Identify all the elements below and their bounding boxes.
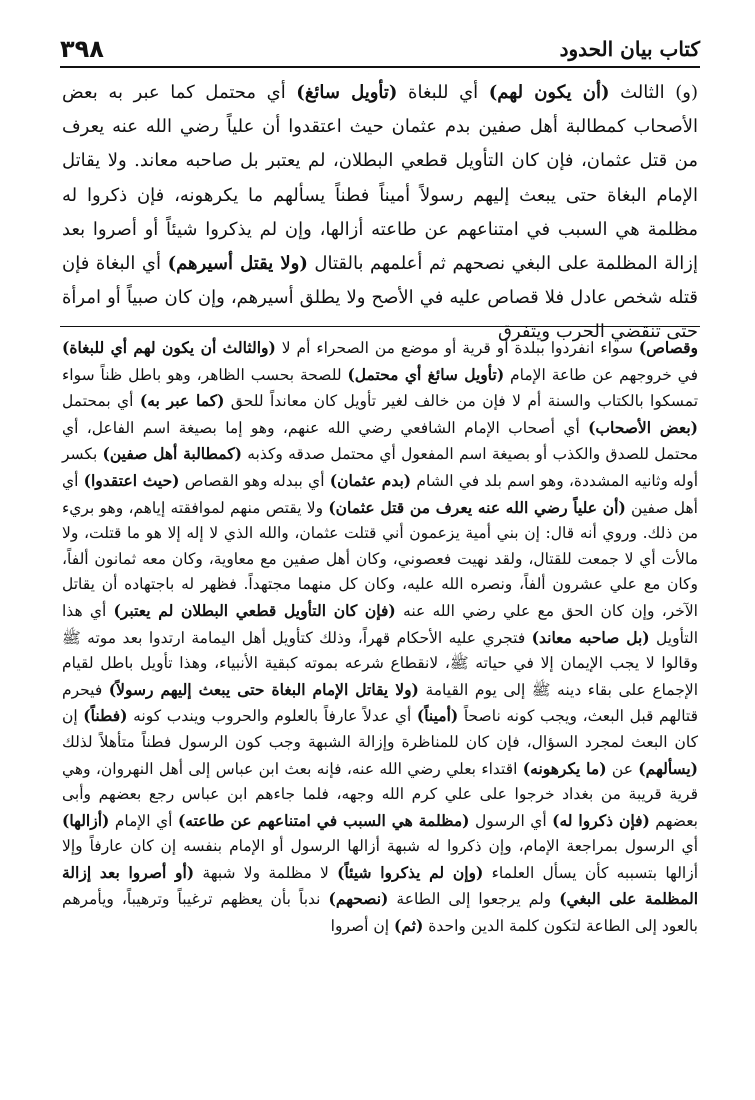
sharh-text-segment: أي أصحاب الإمام الشافعي رضي الله عنهم، وهو إما بصيغة اسم الفاعل، أي محتمل للصدق والكذب أو بصيغة اسم المفعول أي محتمل صدقه وكذبه bbox=[62, 418, 698, 464]
sharh-quote: (أميناً) bbox=[416, 706, 459, 726]
sharh-quote: (حيث اعتقدوا) bbox=[83, 470, 180, 490]
sharh-quote: (يسألهم) bbox=[638, 758, 699, 778]
sharh-quote: (كمطالبة أهل صفين) bbox=[102, 444, 242, 464]
sharh-text-segment: أي بمحتمل bbox=[62, 392, 140, 411]
sharh-text-segment: لا مظلمة ولا شبهة bbox=[194, 863, 338, 882]
sharh-text-segment: فتجري عليه الأحكام قهراً، وذلك كتأويل أهل اليمامة ارتدوا بعد موته ﷺ وقالوا لا يجب الإيمان إلا في حياته ﷺ، لانقطاع شرعه بموته كبقية الأنبياء، وهذا تأويل باطل لقيام الإجماع على بقاء دينه ﷺ إلى يوم القيامة bbox=[62, 628, 698, 699]
sharh-quote: (مظلمة هي السبب في امتناعهم عن طاعته) bbox=[177, 810, 470, 830]
sharh-quote: (بعض الأصحاب) bbox=[588, 417, 698, 437]
sharh-quote: (أن علياً رضي الله عنه يعرف من قتل عثمان) bbox=[328, 497, 626, 517]
sharh-text-segment: اقتداء بعلي رضي الله عنه، فإنه بعث ابن عباس إلى أهل النهروان، وهي قرية قريبة من بغداد خرجوا على علي كرم الله وجهه، فلما جاءهم ابن عباس رجع بعضهم وأبى بعضهم bbox=[62, 759, 698, 830]
sharh-quote: (ما يكرهونه) bbox=[522, 758, 607, 778]
sharh-text-segment: ولا يقتص منهم لموافقته إياهم، وهو بريء من ذلك. وروي أنه قال: إن بني أمية يزعمون أني قتلت عثمان، والله الذي لا إله إلا هو ما قتلت، ولا مالأت أي لا جمعت للقتال، ولقد نهيت فعصوني، وكان أهل صفين مع معاوية، وكان معه ثمانون ألفاً، وكان مع علي عشرون ألفاً، ونصره الله عليه، وكان كل منهما مجتهداً. فظهر له باجتهاده أن يقاتل الآخر، وإن كان الحق مع علي رضي الله عنه bbox=[62, 498, 698, 620]
matn-highlight: (تأويل سائغ) bbox=[296, 82, 398, 103]
sharh-quote: (فإن ذكروا له) bbox=[552, 810, 650, 830]
matn-text-segment: (و) الثالث bbox=[609, 82, 698, 103]
sharh-quote: (بل صاحبه معاند) bbox=[531, 627, 650, 647]
sharh-text-segment: فيحرم قتالهم قبل البعث، ويجب كونه ناصحاً bbox=[62, 680, 698, 726]
sharh-quote: وقصاص) bbox=[638, 338, 698, 357]
running-title: كتاب بيان الحدود bbox=[559, 37, 700, 61]
matn-text-segment: أي للبغاة bbox=[397, 82, 489, 103]
matn-text bbox=[62, 76, 698, 350]
sharh-commentary bbox=[62, 335, 698, 940]
sharh-text-segment: أي الإمام bbox=[109, 811, 178, 830]
sharh-text-segment: أي الرسول bbox=[469, 811, 553, 830]
sharh-text-segment: أي عدلاً عارفاً بالعلوم والحروب ويندب كونه bbox=[127, 707, 417, 726]
sharh-quote: (وإن لم يذكروا شيئاً) bbox=[337, 862, 484, 882]
sharh-quote: (تأويل سائغ أي محتمل) bbox=[347, 364, 505, 384]
sharh-text-segment: إن كان البعث لمجرد السؤال، فإن كان للمناظرة وإزالة الشبهة وجب كون الرسول فطناً متأهلاً لذلك bbox=[62, 707, 698, 751]
sharh-quote: (بدم عثمان) bbox=[329, 470, 412, 490]
sharh-quote: (أزالها) bbox=[62, 810, 110, 830]
sharh-text-segment: ندباً بأن يعظهم ترغيباً وترهيباً، ويأمرهم بالعود إلى الطاعة لتكون كلمة الدين واحدة bbox=[62, 890, 698, 936]
sharh-quote: (والثالث أن يكون لهم أي للبغاة) bbox=[62, 338, 276, 357]
matn-text-segment: أي البغاة فإن قتله شخص عادل فلا قصاص عليه في الأصح ولا يطلق أسيرهم، وإن كان صبياً أو امرأة حتى تنقضي الحرب ويتفرق bbox=[62, 253, 698, 343]
sharh-text-segment: أي الرسول بمراجعة الإمام، وإن ذكروا له شبهة أزالها الرسول أو الإمام بنفسه إن كان عارفاً وإلا أزالها بتسببه كأن يسأل العلماء bbox=[62, 837, 699, 882]
sharh-quote: (فإن كان التأويل قطعي البطلان لم يعتبر) bbox=[113, 600, 396, 620]
sharh-quote: (نصحهم) bbox=[328, 889, 389, 909]
sharh-text-segment: عن bbox=[606, 759, 639, 778]
sharh-quote: (ثم) bbox=[394, 916, 424, 936]
sharh-text-segment: بكسر أوله وثانيه المشددة، وهو اسم بلد في الشام bbox=[62, 445, 698, 490]
matn-text-segment: أي محتمل كما عبر به بعض الأصحاب كمطالبة أهل صفين بدم عثمان حيث اعتقدوا أن علياً رضي الله عنه يعرف من قتل عثمان، فإن كان التأويل قطعي البطلان، لم يعتبر بل صاحبه معاند. ولا يقاتل الإمام البغاة حتى يبعث إليهم رسولاً أميناً فطناً يسألهم ما يكرهونه، فإن ذكروا له مظلمة هي السبب في امتناعهم عن طاعته أزالها، وإن لم يذكروا شيئاً أو أصروا بعد إزالة المظلمة على البغي نصحهم ثم أعلمهم بالقتال bbox=[62, 82, 699, 275]
page-header bbox=[60, 34, 700, 68]
sharh-text-segment: أي هذا التأويل bbox=[62, 601, 699, 647]
matn-highlight: (ولا يقتل أسيرهم) bbox=[167, 253, 308, 275]
sharh-quote: (ولا يقاتل الإمام البغاة حتى يبعث إليهم رسولاً) bbox=[108, 679, 419, 699]
sharh-text-segment: في خروجهم عن طاعة الإمام bbox=[504, 365, 699, 384]
sharh-quote: (أو أصروا بعد إزالة المظلمة على البغي) bbox=[62, 862, 698, 909]
section-divider bbox=[60, 326, 700, 327]
sharh-text-segment: للصحة بحسب الظاهر، وهو باطل ظناً سواء تمسكوا بالكتاب والسنة أم لا فإن من خالف لغير تأويل كان معانداً للحق bbox=[62, 365, 699, 411]
sharh-text-segment: سواء انفردوا ببلدة أو قرية أو موضع من الصحراء أم لا bbox=[275, 339, 639, 357]
page-number: ٣٩٨ bbox=[60, 35, 104, 63]
sharh-quote: (كما عبر به) bbox=[139, 391, 225, 411]
sharh-quote: (فطناً) bbox=[83, 706, 128, 726]
sharh-text-segment: ولم يرجعوا إلى الطاعة bbox=[388, 890, 560, 909]
matn-highlight: (أن يكون لهم) bbox=[488, 82, 610, 103]
sharh-text-segment: أي ببدله وهو القصاص bbox=[179, 471, 330, 490]
sharh-text-segment: أي أهل صفين bbox=[62, 471, 698, 517]
sharh-text-segment: إن أصروا bbox=[330, 917, 395, 936]
